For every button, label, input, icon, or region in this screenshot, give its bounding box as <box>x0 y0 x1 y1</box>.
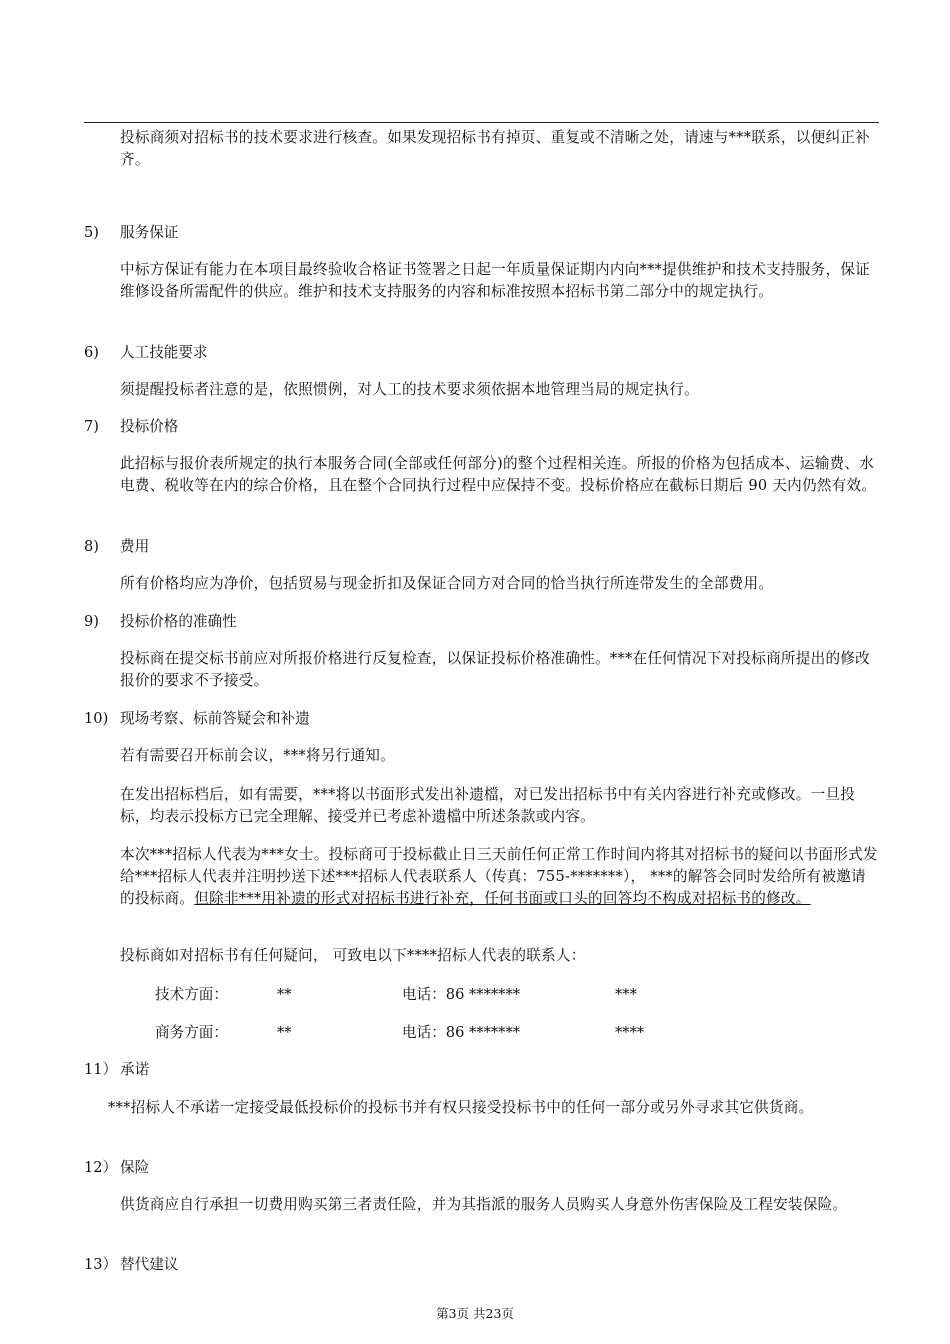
contact-intro: 投标商如对招标书有任何疑问， 可致电以下****招标人代表的联系人： <box>120 947 586 964</box>
contact-dept: 商务方面： <box>155 1024 228 1041</box>
section-6-paragraph: 须提醒投标者注意的是，依照惯例，对人工的技术要求须依据本地管理当局的规定执行。 <box>120 381 699 398</box>
section-13-heading <box>84 1254 178 1276</box>
section-title: 承诺 <box>120 1061 150 1078</box>
section-title: 现场考察、标前答疑会和补遗 <box>120 710 310 727</box>
section-9-heading <box>84 611 237 633</box>
section-number: 13） <box>84 1256 118 1273</box>
section-12-heading <box>84 1157 149 1179</box>
section-title: 替代建议 <box>120 1256 179 1273</box>
section-7-heading <box>84 416 178 438</box>
section-7-paragraph: 此招标与报价表所规定的执行本服务合同(全部或任何部分)的整个过程相关连。所报的价格为包括成本、运输费、水电费、税收等在内的综合价格，且在整个合同执行过程中应保持不变。投标价格应在截标日期后 90 天内仍然有效。 <box>120 455 877 494</box>
section-number: 7) <box>84 418 99 435</box>
contact-person: **** <box>615 1024 645 1041</box>
header-rule <box>84 122 879 123</box>
section-5-paragraph: 中标方保证有能力在本项目最终验收合格证书签署之日起一年质量保证期内内向***提供维护和技术支持服务，保证维修设备所需配件的供应。维护和技术支持服务的内容和标准按照本招标书第二部分中的规定执行。 <box>120 261 870 300</box>
intro-paragraph: 投标商须对招标书的技术要求进行核查。如果发现招标书有掉页、重复或不清晰之处，请速与***联系，以便纠正补齐。 <box>120 129 870 168</box>
contact-name: ** <box>277 986 292 1003</box>
section-number: 8) <box>84 538 99 555</box>
section-number: 12） <box>84 1159 118 1176</box>
section-title: 保险 <box>120 1159 150 1176</box>
section-10-paragraph-3 <box>120 844 880 910</box>
section-title: 投标价格的准确性 <box>120 613 237 630</box>
section-10-paragraph-1: 若有需要召开标前会议，***将另行通知。 <box>120 747 395 764</box>
contact-row <box>155 1022 855 1044</box>
section-title: 投标价格 <box>120 418 179 435</box>
section-number: 10) <box>84 710 109 727</box>
section-title: 人工技能要求 <box>120 344 208 361</box>
para3-underlined-text: 但除非***用补遗的形式对招标书进行补充，任何书面或口头的回答均不构成对招标书的修改。 <box>194 890 811 907</box>
section-number: 5) <box>84 224 99 241</box>
section-number: 6) <box>84 344 99 361</box>
section-title: 服务保证 <box>120 224 179 241</box>
section-number: 9) <box>84 613 99 630</box>
section-5-heading <box>84 222 178 244</box>
contact-dept: 技术方面： <box>155 986 228 1003</box>
section-10-paragraph-2: 在发出招标档后，如有需要，***将以书面形式发出补遗檔，对已发出招标书中有关内容进行补充或修改。一旦投标，均表示投标方已完全理解、接受并已考虑补遗檔中所述条款或内容。 <box>120 786 856 825</box>
page-footer: 第3页 共23页 <box>436 1306 514 1321</box>
section-9-paragraph: 投标商在提交标书前应对所报价格进行反复检查，以保证投标价格准确性。***在任何情况下对投标商所提出的修改报价的要求不予接受。 <box>120 650 870 689</box>
contact-person: *** <box>615 986 637 1003</box>
section-12-paragraph: 供货商应自行承担一切费用购买第三者责任险，并为其指派的服务人员购买人身意外伤害保险及工程安装保险。 <box>120 1196 848 1213</box>
contact-name: ** <box>277 1024 292 1041</box>
section-8-heading <box>84 536 149 558</box>
section-6-heading <box>84 342 208 364</box>
contact-phone: 电话：86 ******* <box>402 986 521 1003</box>
section-11-heading <box>84 1059 149 1081</box>
section-title: 费用 <box>120 538 150 555</box>
contact-row <box>155 984 855 1006</box>
para3-plain-text: 本次***招标人代表为***女士。投标商可于投标截止日三天前任何正常工作时间内将其对招标书的疑问以书面形式发给***招标人代表并注明抄送下述***招标人代表联系人（传真：755-*******）， ***的解答会同时发给所有被邀请的投标商。 <box>120 846 878 907</box>
section-8-paragraph: 所有价格均应为净价，包括贸易与现金折扣及保证合同方对合同的恰当执行所连带发生的全部费用。 <box>120 575 774 592</box>
section-number: 11） <box>84 1061 118 1078</box>
section-10-heading <box>84 708 310 730</box>
contact-phone: 电话：86 ******* <box>402 1024 521 1041</box>
section-11-paragraph: ***招标人不承诺一定接受最低投标价的投标书并有权只接受投标书中的任何一部分或另外寻求其它供货商。 <box>108 1099 814 1116</box>
